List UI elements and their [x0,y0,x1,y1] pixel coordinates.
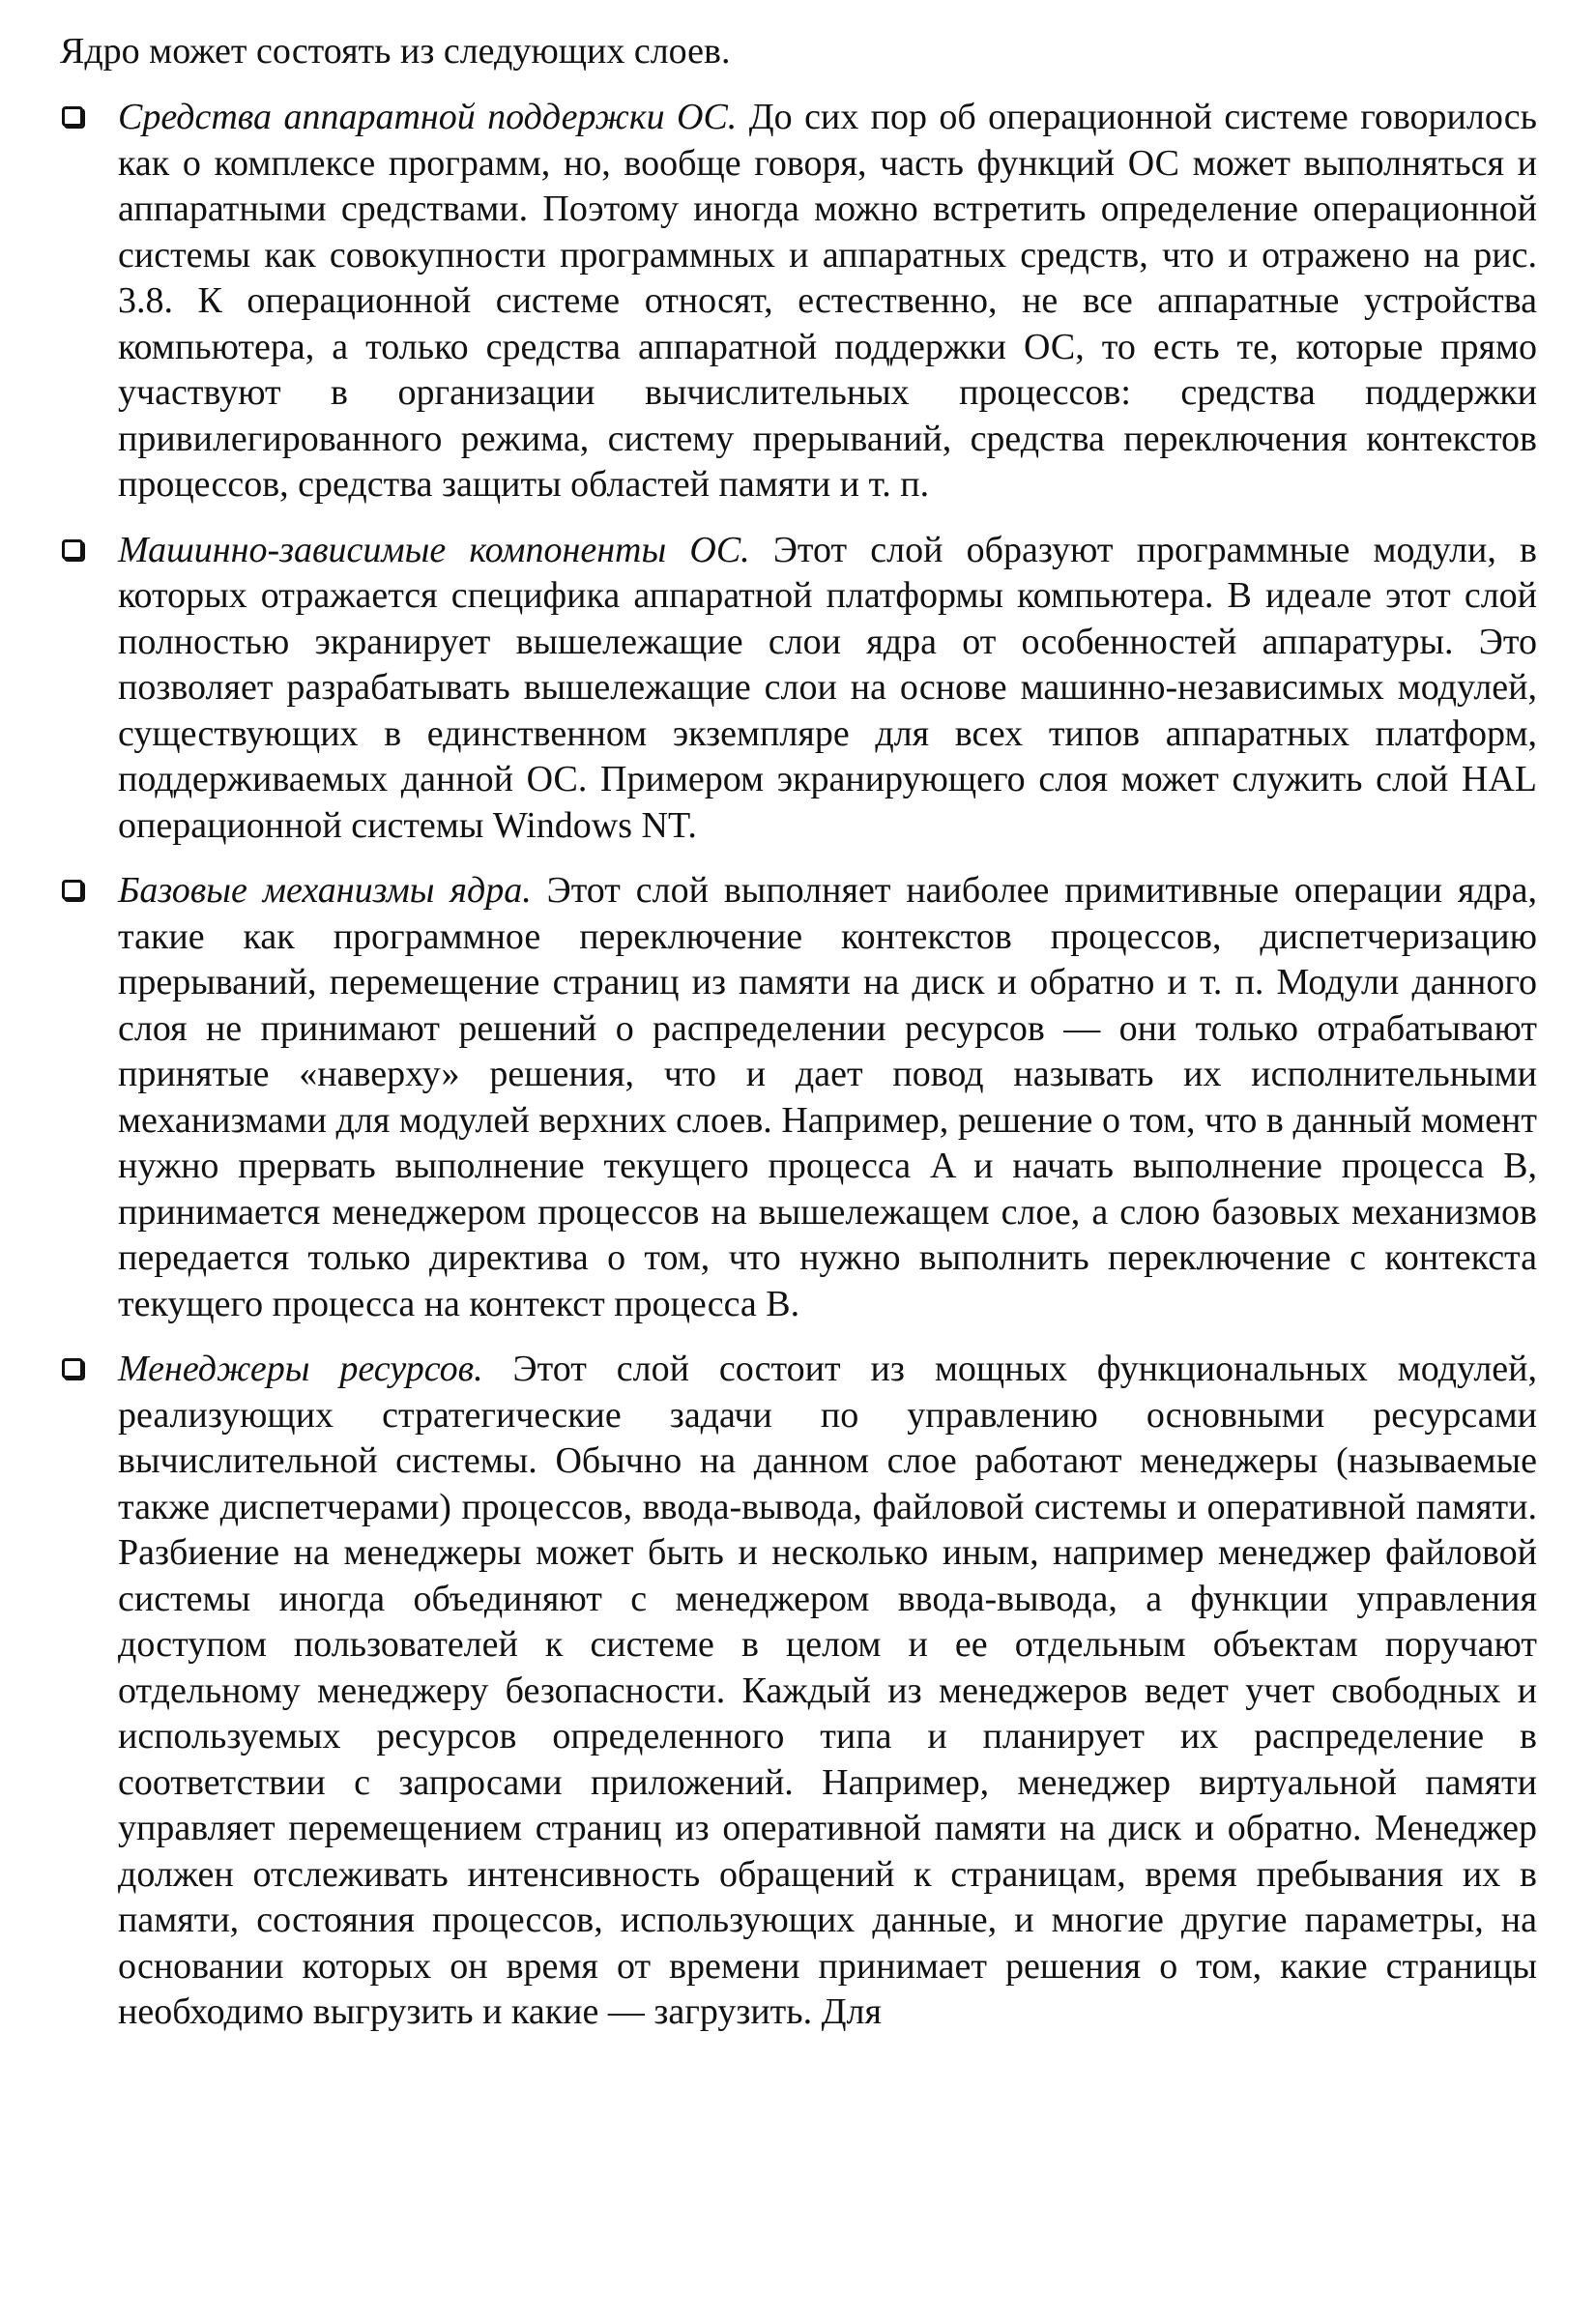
list-item-body: Этот слой выполняет наиболее примитивные операции ядра, такие как программное переключение контекстов процессов, диспетчеризацию прерываний, перемещение страниц из памяти на диск и обратно и т. п. Модули данного слоя не принимают решений о распределении ресурсов — они только отрабатывают принятые «наверху» решения, что и дает повод называть их исполнительными механизмами для модулей верхних слоев. Например, решение о том, что в данный момент нужно прервать выполнение текущего процесса A и начать выполнение процесса B, принимается менеджером процессов на вышележащем слое, а слою базовых механизмов передается только директива о том, что нужно выполнить переключение с контекста текущего процесса на контекст процесса B. [118,870,1538,1324]
checkbox-bullet-icon [62,1358,83,1379]
list-item-body: Этот слой состоит из мощных функциональных модулей, реализующих стратегические задачи по управлению основными ресурсами вычислительной системы. Обычно на данном слое работают менеджеры (называемые также диспетчерами) процессов, ввода-вывода, файловой системы и оперативной памяти. Разбиение на менеджеры может быть и несколько иным, например менеджер файловой системы иногда объединяют с менеджером ввода-вывода, а функции управления доступом пользователей к системе в целом и ее отдельным объектам поручают отдельному менеджеру безопасности. Каждый из менеджеров ведет учет свободных и используемых ресурсов определенного типа и планирует их распределение в соответствии с запросами приложений. Например, менеджер виртуальной памяти управляет перемещением страниц из оперативной памяти на диск и обратно. Менеджер должен отслеживать интенсивность обращений к страницам, время пребывания их в памяти, состояния процессов, использующих данные, и многие другие параметры, на основании которых он время от времени принимает решения о том, какие страницы необходимо выгрузить и какие — загрузить. Для [118,1349,1537,2032]
list-item-lead: Средства аппаратной поддержки ОС. [118,97,738,137]
list-item-lead: Машинно-зависимые компоненты ОС. [118,529,750,570]
list-item-resource-managers [60,1347,1537,2036]
list-item-lead: Базовые механизмы ядра. [118,870,532,911]
checkbox-bullet-icon [62,539,83,560]
list-item-text [118,95,1537,508]
list-item-base-mechanisms [60,868,1537,1327]
intro-paragraph: Ядро может состоять из следующих слоев. [60,31,731,72]
list-item-machine-dependent [60,528,1537,850]
list-item-text [118,868,1537,1327]
list-item-text [118,1347,1537,2036]
list-item-lead: Менеджеры ресурсов. [118,1349,483,1389]
list-item-text [118,528,1537,850]
list-item-body: Этот слой образуют программные модули, в которых отражается специфика аппаратной платформы компьютера. В идеале этот слой полностью экранирует вышележащие слои ядра от особенностей аппаратуры. Это позволяет разрабатывать вышележащие слои на основе машинно-независимых модулей, существующих в единственном экземпляре для всех типов аппаратных платформ, поддерживаемых данной ОС. Примером экранирующего слоя может служить слой HAL операционной системы Windows NT. [118,529,1537,846]
checkbox-bullet-icon [62,880,83,900]
list-item-hardware-support [60,95,1537,508]
checkbox-bullet-icon [62,106,83,127]
list-item-body: До сих пор об операционной системе говорилось как о комплексе программ, но, вообще говоря, часть функций ОС может выполняться и аппаратными средствами. Поэтому иногда можно встретить определение операционной системы как совокупности программных и аппаратных средств, что и отражено на рис. 3.8. К операционной системе относят, естественно, не все аппаратные устройства компьютера, а только средства аппаратной поддержки ОС, то есть те, которые прямо участвуют в организации вычислительных процессов: средства поддержки привилегированного режима, систему прерываний, средства переключения контекстов процессов, средства защиты областей памяти и т. п. [118,97,1537,505]
document-page [60,29,1537,2055]
